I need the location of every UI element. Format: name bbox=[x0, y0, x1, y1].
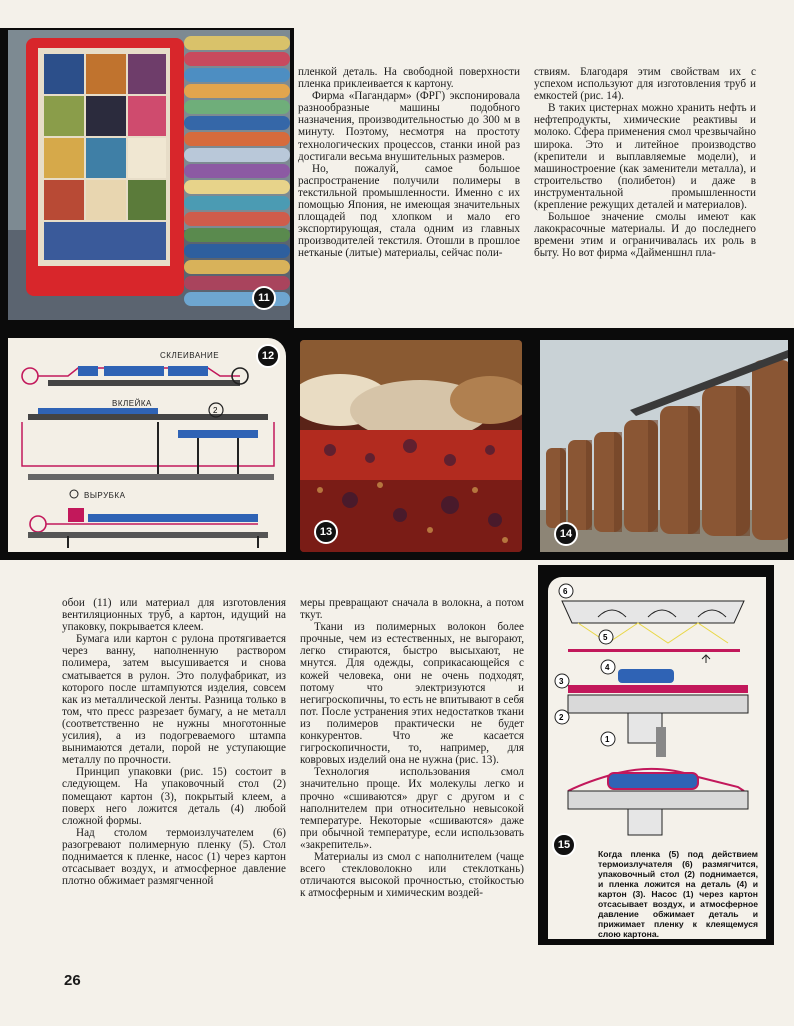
figure-12-badge: 12 bbox=[256, 344, 280, 368]
paragraph: Технология использования смол значительно проще. Их молекулы легко и прочно «сшиваются» друг с другом и с наполнителем при относительно невысокой температуре. Некоторые «сшиваются» даже при обычной температуре, если использовать «закрепитель». bbox=[300, 766, 524, 851]
num-6: 6 bbox=[563, 587, 568, 596]
label-gluing: СКЛЕИВАНИЕ bbox=[160, 351, 220, 360]
paragraph: Ткани из полимерных волокон более прочные, чем из естественных, не выгорают, легко стираются, быстро высыхают, не мнутся. Для одежды, соприкасающейся с кожей человека, они не очень подходят, потому что электризуются и негигроскопичны, то есть не впитывают в себя пот. После устранения этих недостатков ткани из полимеров практически не будет конкурентов. Что же касается гигроскопичности, то, например, для ковровых изделий она не нужна (рис. 13). bbox=[300, 621, 524, 767]
num-5: 5 bbox=[603, 633, 608, 642]
figure-11-badge: 11 bbox=[252, 286, 276, 310]
column-top-right bbox=[534, 66, 756, 260]
paragraph: Но, пожалуй, самое большое распространение получили полимеры в текстильной промышленности. Именно с их помощью Япония, не имеющая значительных площадей под хлопком и мало его экспортирующая, стала одним из главных производителей текстиля. Отошли в прошлое нетканые (литые) материалы, сейчас поли- bbox=[298, 162, 520, 260]
figure-15-diagram bbox=[548, 577, 766, 939]
paragraph: обои (11) или материал для изготовления вентиляционных труб, а картон, идущий на упаковку, покрывается клеем. bbox=[62, 597, 286, 634]
paragraph: Большое значение смолы имеют как лакокрасочные материалы. И до последнего времени этим и ограничивалась их роль в быту. Но вот фирма «Дайменшнл пла- bbox=[534, 211, 756, 260]
num-4: 4 bbox=[605, 663, 610, 672]
label-num-2: 2 bbox=[213, 406, 218, 415]
figure-11-wallpaper bbox=[8, 30, 290, 320]
paragraph: Бумага или картон с рулона протягивается через ванну, наполненную раствором полимера, затем высушивается и снова сматывается в рулон. Это полуфабрикат, из которого после штампуются изделия, совсем как из металлической ленты. Разница только в том, что пресс разрезает бумагу, а не металл (соответственно не нужны многотонные усилия), а из подогреваемого штампа вынимаются детали, порой не уступающие металлу по прочности. bbox=[62, 633, 286, 767]
page-number: 26 bbox=[64, 972, 81, 989]
figure-13-badge: 13 bbox=[314, 520, 338, 544]
paragraph: Материалы из смол с наполнителем (чаще всего стекловолокно или стеклоткань) отличаются высокой прочностью, стойкостью к атмосферным и химическим воздей- bbox=[300, 850, 524, 900]
paragraph: Над столом термоизлучателем (6) разогревают полимерную пленку (5). Стол поднимается к пленке, насос (1) через картон отсасывает воздух, и атмосферное давление плотно обжимает размягченной bbox=[62, 826, 286, 888]
num-2: 2 bbox=[559, 713, 564, 722]
paragraph: меры превращают сначала в волокна, а потом ткут. bbox=[300, 597, 524, 622]
num-3: 3 bbox=[559, 677, 564, 686]
paragraph: пленкой деталь. На свободной поверхности пленка приклеивается к картону. bbox=[298, 66, 520, 91]
paragraph: Принцип упаковки (рис. 15) состоит в следующем. На упаковочный стол (2) помещают картон (3), покрытый клеем, а поверх него ложится деталь (4) любой сложной формы. bbox=[62, 766, 286, 827]
paragraph: В таких цистернах можно хранить нефть и нефтепродукты, химические реактивы и молоко. Сфера применения смол чрезвычайно широка. Это и литейное производство (крепители и выплавляемые модели), и машиностроение (как заменители металла), и строительство (полибетон) и даже в инструментальной промышленности (крепление режущих деталей и материалов). bbox=[534, 102, 756, 212]
column-bottom-middle bbox=[300, 597, 524, 899]
figure-15-badge: 15 bbox=[552, 833, 576, 857]
num-1: 1 bbox=[605, 735, 610, 744]
figure-12-diagram bbox=[8, 338, 286, 552]
column-bottom-left bbox=[62, 597, 286, 887]
figure-13-carpets bbox=[300, 340, 522, 552]
figure-15-caption: Когда пленка (5) под действием термоизлучателя (6) размягчится, упаковочный стол (2) поднимается, и пленка ложится на деталь (4) и картон (3). Насос (1) через картон отсасывает воздух, и атмосферное давление обжимает деталь и прижимает пленку к клеящемуся слою картона. bbox=[598, 849, 758, 939]
paragraph: Фирма «Пагандарм» (ФРГ) экспонировала разнообразные машины подобного назначения, производительностью до 300 м в минуту. Поэтому, несмотря на простоту технологических процессов, станки иной раз достигали весьма внушительных размеров. bbox=[298, 90, 520, 163]
label-cutting: ВЫРУБКА bbox=[84, 491, 126, 500]
label-inserting: ВКЛЕЙКА bbox=[112, 399, 152, 408]
column-top-middle bbox=[298, 66, 520, 260]
paragraph: ствиям. Благодаря этим свойствам их с успехом используют для изготовления труб и емкостей (рис. 14). bbox=[534, 66, 756, 103]
figure-14-tanks bbox=[540, 340, 788, 552]
figure-14-badge: 14 bbox=[554, 522, 578, 546]
